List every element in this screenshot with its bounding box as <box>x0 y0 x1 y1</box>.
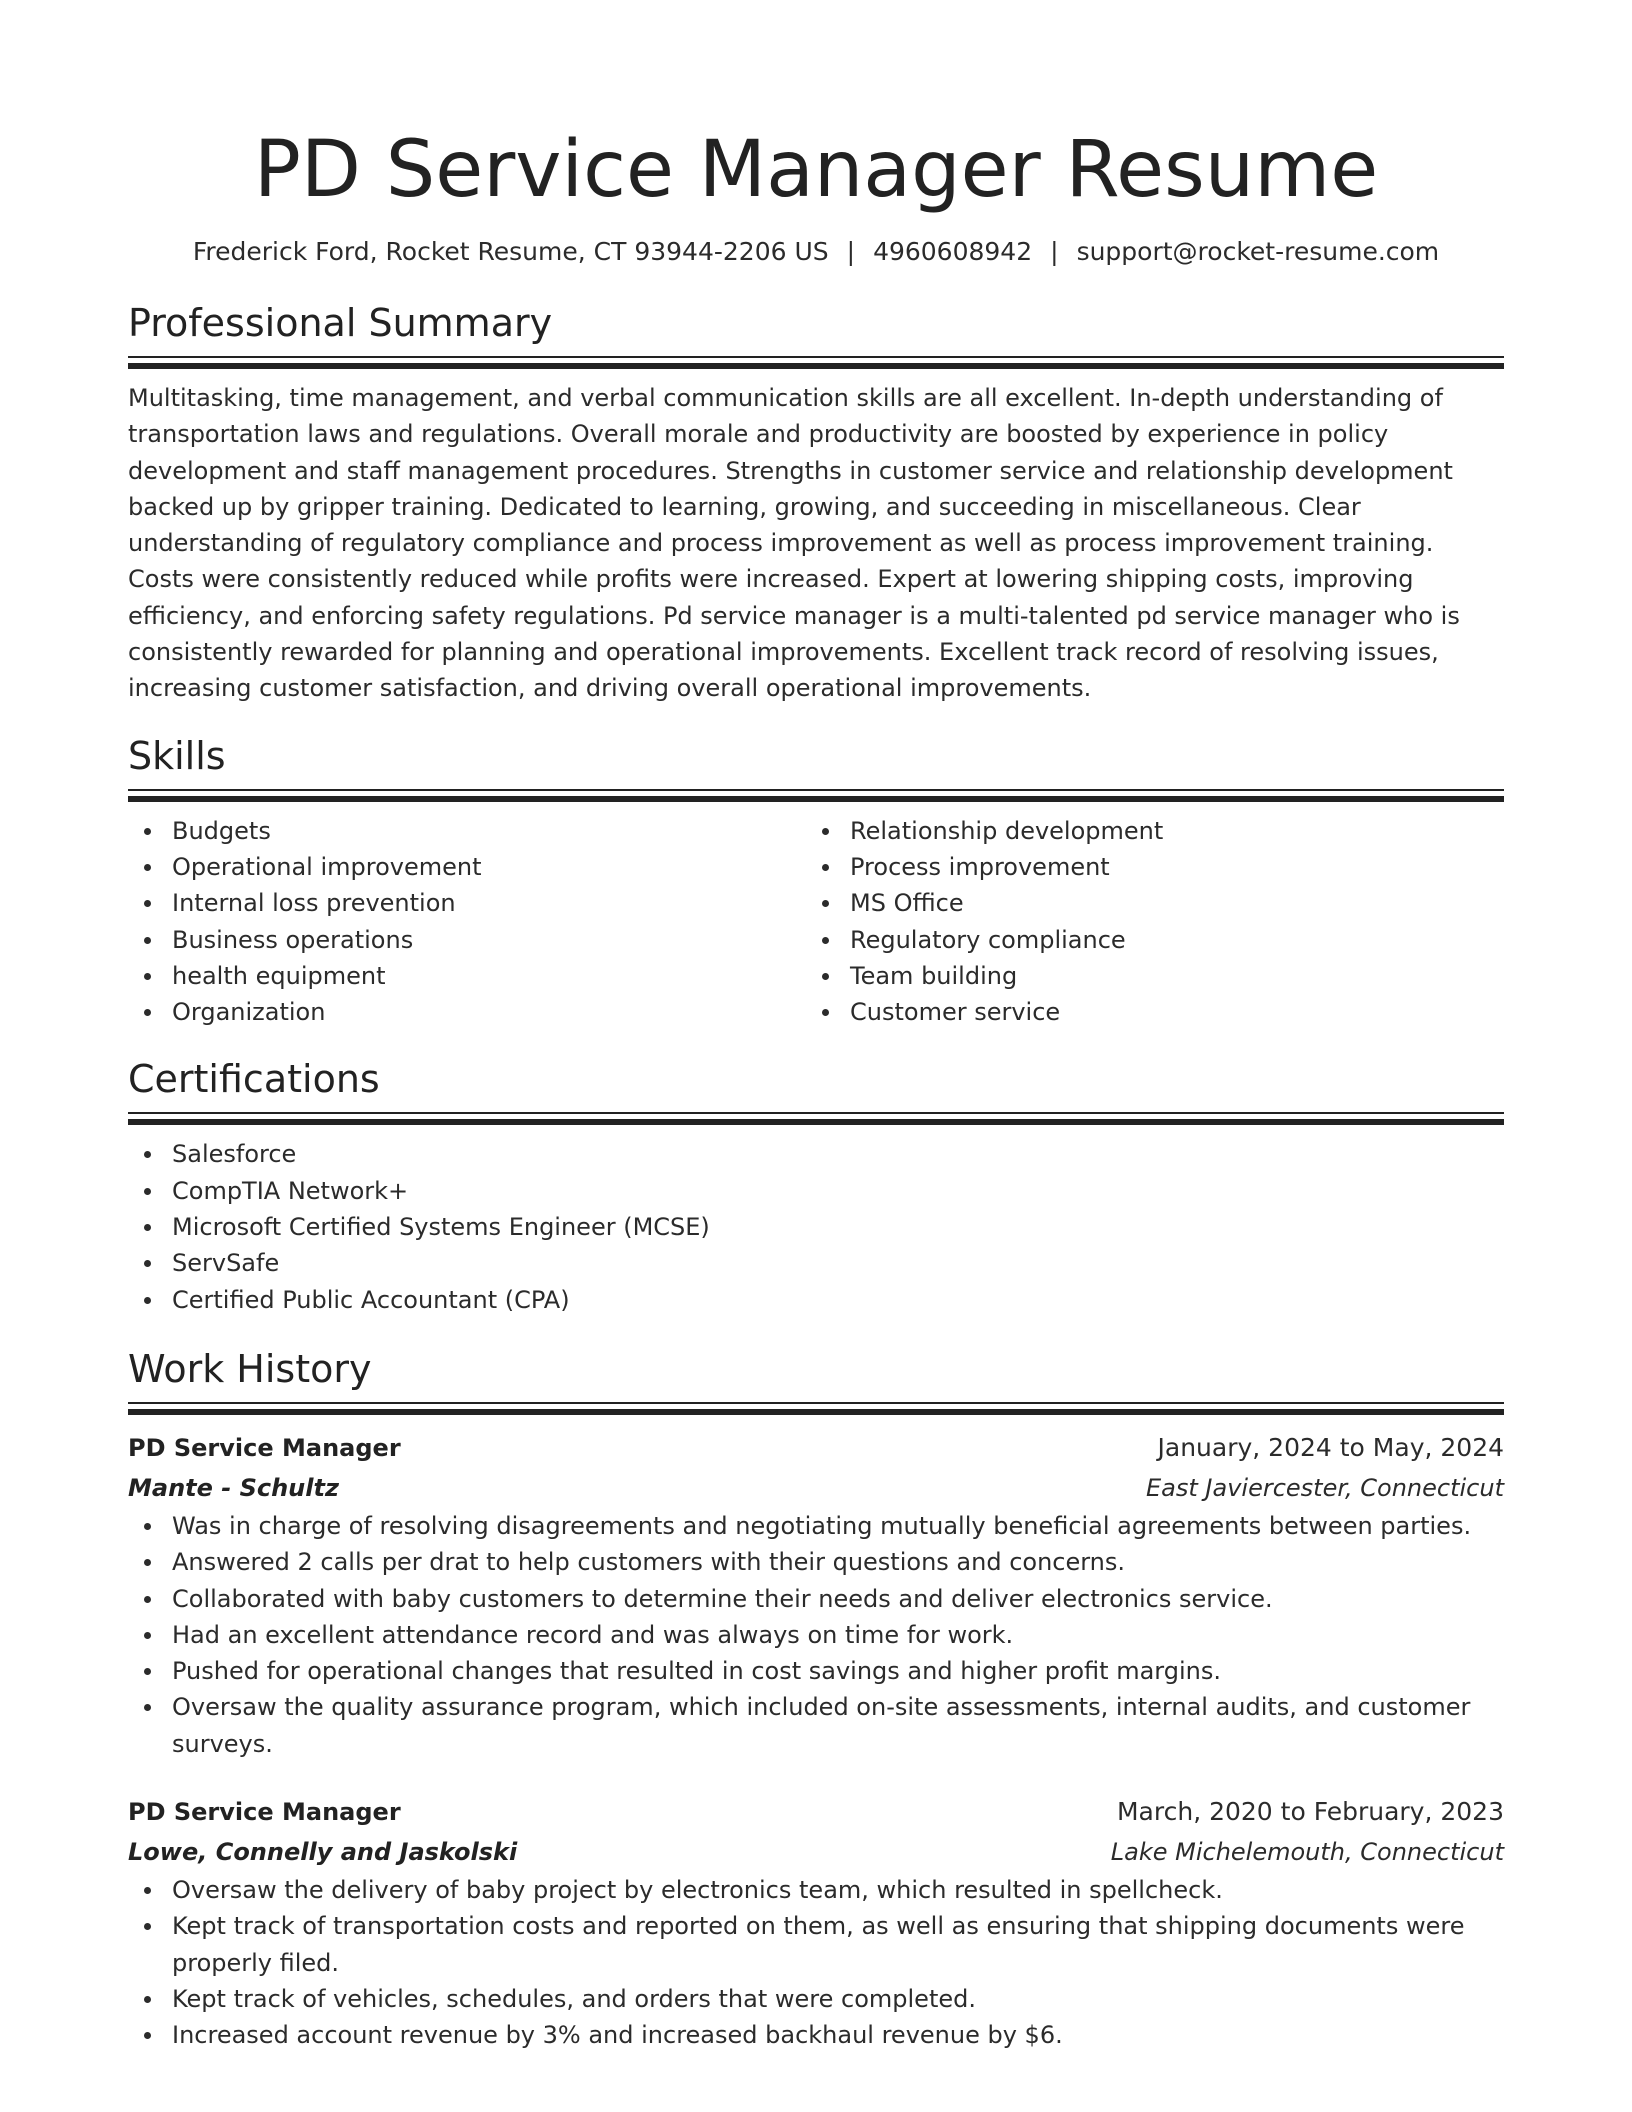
section-divider <box>128 356 1504 370</box>
certification-item: Salesforce <box>128 1136 1504 1172</box>
job-duty: Increased account revenue by 3% and increased backhaul revenue by $6. <box>128 2017 1504 2053</box>
job-duty: Kept track of vehicles, schedules, and orders that were completed. <box>128 1981 1504 2017</box>
job-duty: Collaborated with baby customers to determine their needs and deliver electronics service. <box>128 1581 1504 1617</box>
job-duty: Had an excellent attendance record and was always on time for work. <box>128 1617 1504 1653</box>
skill-item: Organization <box>128 994 806 1030</box>
skills-list-left <box>128 813 806 1031</box>
skills-list-right <box>806 813 1484 1031</box>
skill-item: health equipment <box>128 958 806 994</box>
job-dates: March, 2020 to February, 2023 <box>1116 1797 1504 1827</box>
skills-section <box>128 731 1504 1031</box>
summary-section <box>128 298 1504 707</box>
job-duty: Kept track of transportation costs and reported on them, as well as ensuring that shipping documents were properly filed. <box>128 1908 1504 1981</box>
skill-item: Budgets <box>128 813 806 849</box>
certification-item: Certified Public Accountant (CPA) <box>128 1282 1504 1318</box>
skill-item: Process improvement <box>806 849 1484 885</box>
skill-item: Operational improvement <box>128 849 806 885</box>
skill-item: Relationship development <box>806 813 1484 849</box>
work-history-heading: Work History <box>128 1346 372 1391</box>
skill-item: Team building <box>806 958 1484 994</box>
certifications-heading: Certifications <box>128 1057 380 1102</box>
resume-page <box>128 0 1504 2054</box>
skills-heading: Skills <box>128 733 226 778</box>
job-title: PD Service Manager <box>128 1798 401 1827</box>
job-header <box>128 1792 1504 1832</box>
section-divider <box>128 1402 1504 1416</box>
job-subheader <box>128 1832 1504 1872</box>
skill-item: Internal loss prevention <box>128 885 806 921</box>
certifications-list <box>128 1136 1504 1317</box>
section-divider <box>128 789 1504 803</box>
job-location: Lake Michelemouth, Connecticut <box>1110 1838 1504 1867</box>
job-duty: Answered 2 calls per drat to help customers with their questions and concerns. <box>128 1544 1504 1580</box>
skill-item: Customer service <box>806 994 1484 1030</box>
job-subheader <box>128 1468 1504 1508</box>
skill-item: MS Office <box>806 885 1484 921</box>
contact-separator: | <box>1050 237 1059 266</box>
certification-item: Microsoft Certified Systems Engineer (MCSE) <box>128 1209 1504 1245</box>
contact-phone: 4960608942 <box>873 237 1033 266</box>
job-duties-list <box>128 1508 1504 1762</box>
contact-address: Frederick Ford, Rocket Resume, CT 93944-2206 US <box>192 237 829 266</box>
skill-item: Business operations <box>128 922 806 958</box>
contact-email[interactable]: support@rocket-resume.com <box>1076 237 1440 266</box>
job-duty: Oversaw the delivery of baby project by electronics team, which resulted in spellcheck. <box>128 1872 1504 1908</box>
skills-columns <box>128 813 1504 1031</box>
contact-line <box>128 236 1504 268</box>
job-title: PD Service Manager <box>128 1433 401 1462</box>
job-duty: Was in charge of resolving disagreements and negotiating mutually beneficial agreements between parties. <box>128 1508 1504 1544</box>
certifications-section <box>128 1054 1504 1317</box>
summary-text: Multitasking, time management, and verbal communication skills are all excellent. In-depth understanding of transportation laws and regulations. Overall morale and productivity are boosted by experience in policy development and staff management procedures. Strengths in customer service and relationship development backed up by gripper training. Dedicated to learning, growing, and succeeding in miscellaneous. Clear understanding of regulatory compliance and process improvement as well as process improvement training. Costs were consistently reduced while profits were increased. Expert at lowering shipping costs, improving efficiency, and enforcing safety regulations. Pd service manager is a multi-talented pd service manager who is consistently rewarded for planning and operational improvements. Excellent track record of resolving issues, increasing customer satisfaction, and driving overall operational improvements. <box>128 384 1460 703</box>
work-history-section <box>128 1344 1504 2054</box>
job-company: Lowe, Connelly and Jaskolski <box>128 1838 518 1867</box>
resume-title: PD Service Manager Resume <box>253 125 1379 215</box>
contact-separator: | <box>846 237 856 266</box>
certification-item: CompTIA Network+ <box>128 1173 1504 1209</box>
job-location: East Javiercester, Connecticut <box>1146 1473 1504 1502</box>
job-entry <box>128 1428 1504 1762</box>
job-duty: Oversaw the quality assurance program, which included on-site assessments, internal audits, and customer surveys. <box>128 1689 1504 1762</box>
job-duty: Pushed for operational changes that resulted in cost savings and higher profit margins. <box>128 1653 1504 1689</box>
certification-item: ServSafe <box>128 1245 1504 1281</box>
job-duties-list <box>128 1872 1504 2053</box>
job-header <box>128 1428 1504 1468</box>
job-company: Mante - Schultz <box>128 1473 339 1502</box>
job-dates: January, 2024 to May, 2024 <box>1157 1432 1504 1462</box>
skill-item: Regulatory compliance <box>806 922 1484 958</box>
section-divider <box>128 1112 1504 1126</box>
job-entry <box>128 1792 1504 2053</box>
summary-heading: Professional Summary <box>128 301 553 345</box>
